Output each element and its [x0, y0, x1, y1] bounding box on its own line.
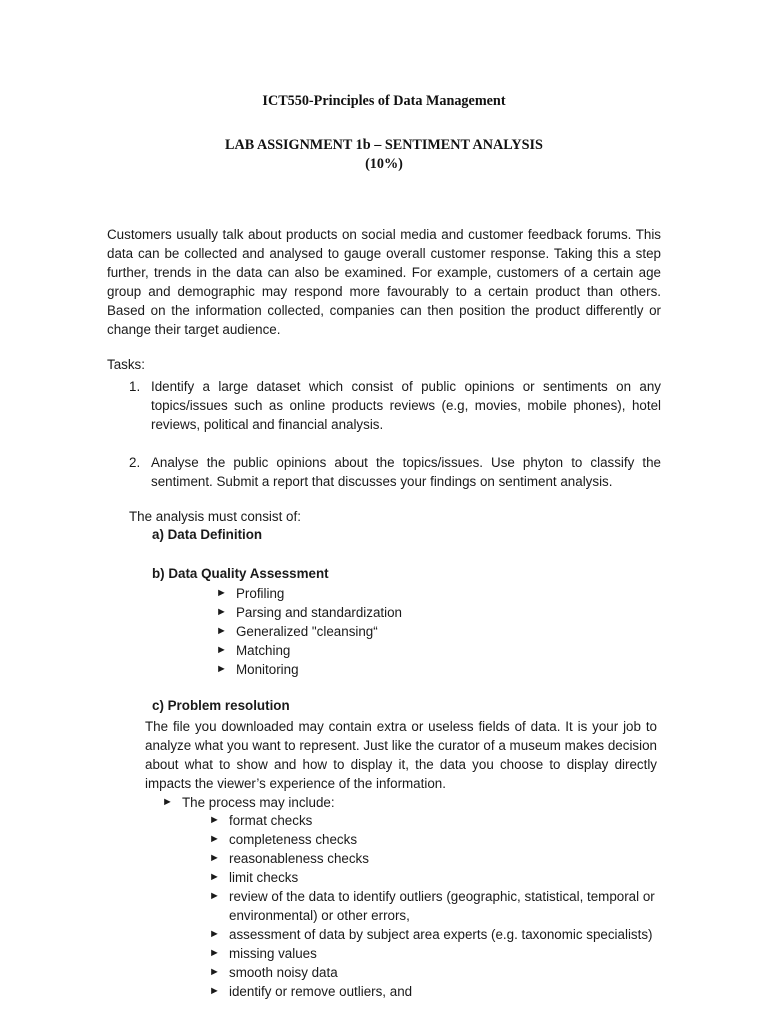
list-item: ► Parsing and standardization — [216, 605, 403, 620]
list-item: ► identify or remove outliers, and — [209, 984, 413, 999]
section-c-heading: c) Problem resolution — [152, 698, 290, 713]
process-list — [209, 811, 669, 1001]
play-arrow-icon: ► — [209, 890, 220, 902]
list-item: ► Matching — [216, 643, 291, 658]
task-item — [129, 453, 661, 491]
assignment-weight: (10%) — [365, 156, 403, 172]
task-text: Identify a large dataset which consist of public opinions or sentiments on any topics/issues such as online products reviews (e.g, movies, mobile phones), hotel reviews, political and financial analysis. — [151, 379, 661, 432]
play-arrow-icon: ► — [216, 606, 227, 618]
intro-paragraph: Customers usually talk about products on social media and customer feedback forums. This data can be collected and analysed to gauge overall customer response. Taking this a step further, trends in the data can also be examined. For example, customers of a certain age group and demographic may respond more favourably to a certain product than others. Based on the information collected, companies can then position the product differently or change their target audience. — [107, 227, 661, 337]
list-item: ► Generalized "cleansing“ — [216, 624, 378, 639]
play-arrow-icon: ► — [216, 625, 227, 637]
play-arrow-icon: ► — [209, 966, 220, 978]
list-item — [162, 793, 335, 812]
play-arrow-icon: ► — [209, 833, 220, 845]
list-item: ► Profiling — [216, 586, 285, 601]
play-arrow-icon: ► — [216, 663, 227, 675]
play-arrow-icon: ► — [209, 928, 220, 940]
list-item: ► limit checks — [209, 870, 299, 885]
play-arrow-icon: ► — [209, 947, 220, 959]
play-arrow-icon: ► — [209, 985, 220, 997]
task-number: 2. — [129, 455, 141, 470]
section-c-paragraph: The file you downloaded may contain extra or useless fields of data. It is your job to analyze what you want to represent. Just like the curator of a museum makes decision about what to show and how to display it, the data you choose to display directly impacts the viewer’s experience of the information. — [145, 719, 657, 791]
list-item: ► reasonableness checks — [209, 851, 369, 866]
process-label-line — [162, 793, 335, 812]
list-item: ► smooth noisy data — [209, 965, 338, 980]
section-a-heading: a) Data Definition — [152, 527, 263, 542]
task-text: Analyse the public opinions about the topics/issues. Use phyton to classify the sentiment. Submit a report that discusses your findings on sentiment analysis. — [151, 455, 661, 489]
course-title: ICT550-Principles of Data Management — [262, 93, 506, 109]
list-item: ► completeness checks — [209, 832, 358, 847]
process-label: The process may include: — [182, 795, 335, 810]
list-item: ► review of the data to identify outliers (geographic, statistical, temporal or environmental) or other errors, — [209, 889, 655, 923]
list-item: ► assessment of data by subject area experts (e.g. taxonomic specialists) — [209, 927, 653, 942]
play-arrow-icon: ► — [162, 796, 173, 808]
task-number: 1. — [129, 379, 141, 394]
list-item: ► missing values — [209, 946, 317, 961]
quality-assessment-list — [216, 584, 402, 679]
tasks-label: Tasks: — [107, 357, 145, 372]
list-item: ► format checks — [209, 813, 313, 828]
play-arrow-icon: ► — [209, 871, 220, 883]
play-arrow-icon: ► — [209, 852, 220, 864]
section-b-heading: b) Data Quality Assessment — [152, 566, 329, 581]
play-arrow-icon: ► — [209, 814, 220, 826]
list-item: ► Monitoring — [216, 662, 299, 677]
play-arrow-icon: ► — [216, 587, 227, 599]
task-item — [129, 377, 661, 434]
analysis-intro: The analysis must consist of: — [129, 509, 301, 524]
play-arrow-icon: ► — [216, 644, 227, 656]
assignment-title: LAB ASSIGNMENT 1b – SENTIMENT ANALYSIS — [225, 137, 543, 153]
